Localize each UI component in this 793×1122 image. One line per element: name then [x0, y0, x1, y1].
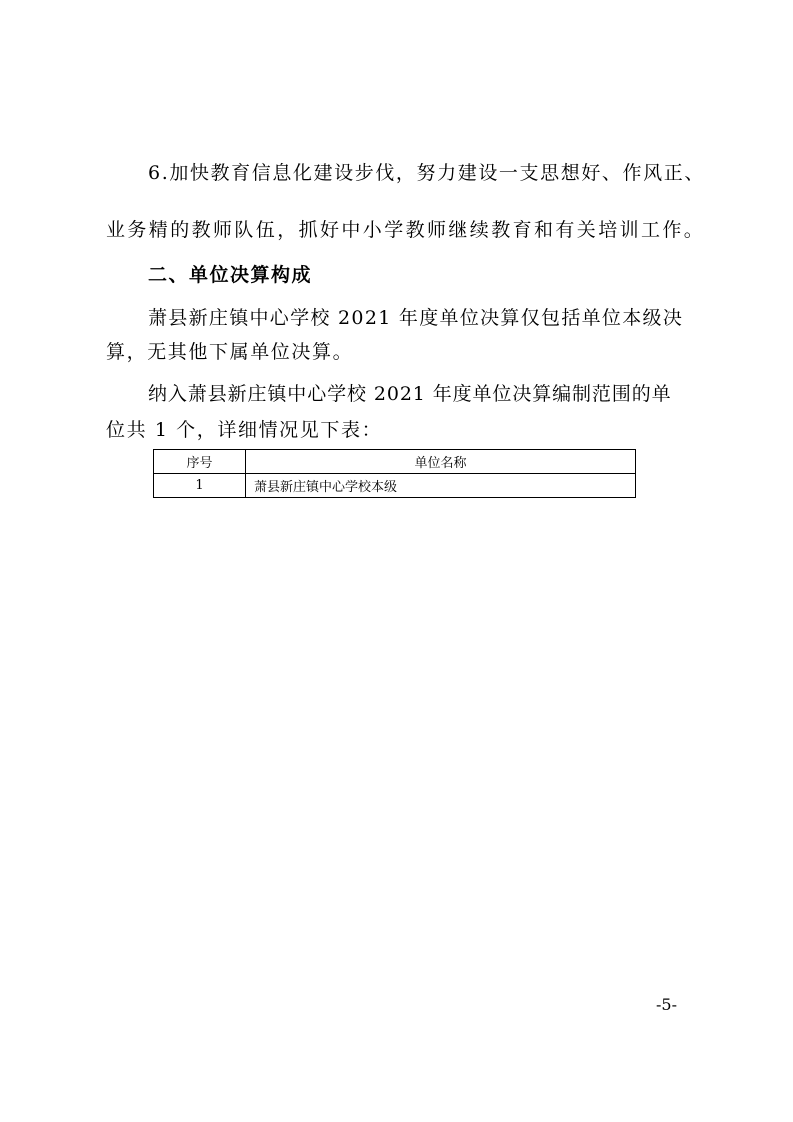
- table-row: [154, 474, 636, 498]
- section-heading: 二、单位决算构成: [148, 264, 313, 286]
- header-unit-name: 单位名称: [246, 450, 636, 474]
- cell-unit-name: 萧县新庄镇中心学校本级: [246, 474, 636, 498]
- table-header-row: [154, 450, 636, 474]
- cell-serial-number: 1: [154, 474, 246, 498]
- paragraph-6-line-1: 6.加快教育信息化建设步伐，努力建设一支思想好、作风正、: [148, 162, 705, 184]
- composition-paragraph-line-2: 算，无其他下属单位决算。: [106, 341, 354, 363]
- scope-paragraph-line-1: 纳入萧县新庄镇中心学校 2021 年度单位决算编制范围的单: [148, 383, 672, 405]
- unit-table: [153, 449, 636, 498]
- page-number: -5-: [656, 995, 677, 1014]
- header-serial-number: 序号: [154, 450, 246, 474]
- scope-paragraph-line-2: 位共 1 个，详细情况见下表：: [106, 419, 383, 441]
- paragraph-6-line-2: 业务精的教师队伍，抓好中小学教师继续教育和有关培训工作。: [106, 219, 706, 241]
- composition-paragraph-line-1: 萧县新庄镇中心学校 2021 年度单位决算仅包括单位本级决: [148, 307, 684, 329]
